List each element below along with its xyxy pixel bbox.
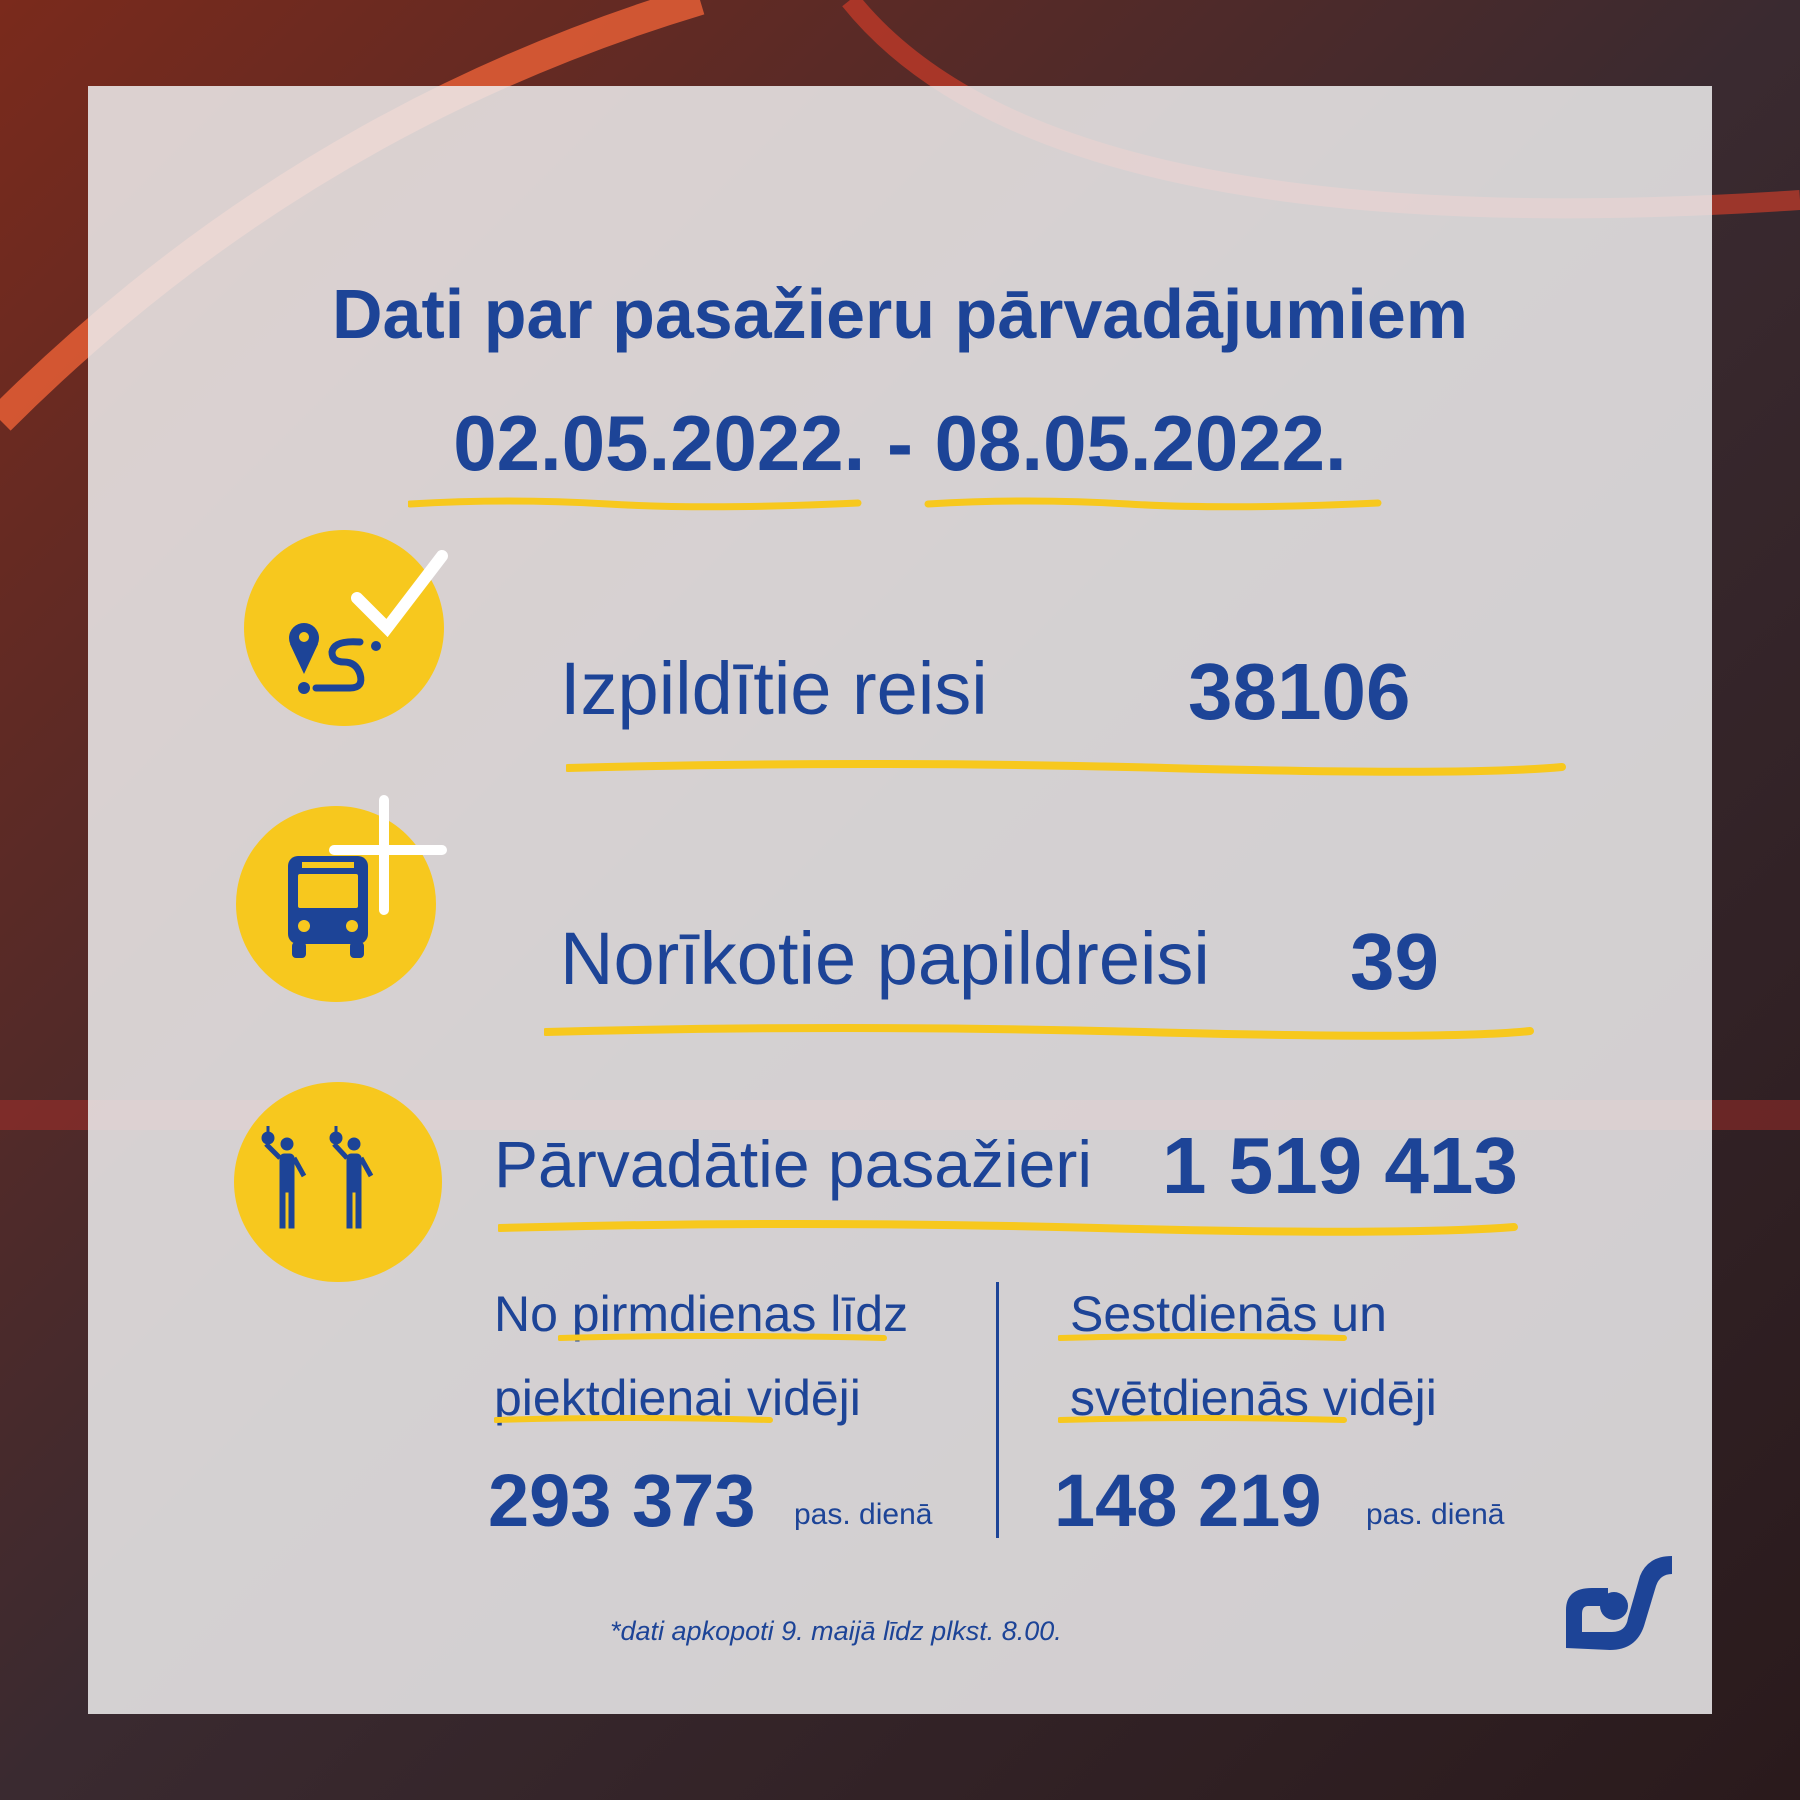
stat-label-trips: Izpildītie reisi bbox=[560, 647, 988, 730]
weekday-line2: piektdienai vidēji bbox=[494, 1370, 861, 1426]
stat-label-extra-trips: Norīkotie papildreisi bbox=[560, 917, 1210, 1000]
weekend-line1: Sestdienās un bbox=[1070, 1286, 1387, 1342]
route-check-icon bbox=[232, 516, 472, 736]
passengers-icon bbox=[228, 1072, 458, 1292]
column-divider bbox=[996, 1282, 999, 1538]
weekend-underline-1 bbox=[1058, 1332, 1348, 1344]
weekday-underline-1 bbox=[558, 1332, 888, 1344]
stat-value-trips: 38106 bbox=[1188, 647, 1411, 736]
weekend-value: 148 219 bbox=[1054, 1459, 1322, 1542]
stat-label-passengers: Pārvadātie pasažieri bbox=[494, 1127, 1092, 1201]
date-from: 02.05.2022. bbox=[453, 399, 866, 487]
page-title: Dati par pasažieru pārvadājumiem bbox=[332, 275, 1468, 353]
weekday-unit: pas. dienā bbox=[794, 1498, 933, 1531]
footnote: *dati apkopoti 9. maijā līdz plkst. 8.00. bbox=[610, 1616, 1062, 1646]
info-card bbox=[88, 86, 1712, 1714]
stat-value-extra-trips: 39 bbox=[1350, 917, 1439, 1006]
bus-plus-icon bbox=[224, 790, 474, 1010]
stat-value-passengers: 1 519 413 bbox=[1162, 1121, 1518, 1210]
date-range bbox=[88, 398, 1712, 489]
weekday-value: 293 373 bbox=[488, 1459, 756, 1542]
date-separator: - bbox=[887, 399, 913, 487]
passengers-underline bbox=[498, 1216, 1518, 1238]
trips-underline bbox=[566, 756, 1566, 778]
weekend-unit: pas. dienā bbox=[1366, 1498, 1505, 1531]
weekend-line2: svētdienās vidēji bbox=[1070, 1370, 1437, 1426]
date-to: 08.05.2022. bbox=[934, 399, 1347, 487]
weekday-line1: No pirmdienas līdz bbox=[494, 1286, 909, 1342]
weekday-underline-2 bbox=[494, 1414, 774, 1426]
date-underline bbox=[408, 494, 1388, 514]
weekend-underline-2 bbox=[1058, 1414, 1348, 1426]
rs-logo-icon bbox=[1548, 1548, 1678, 1658]
extra-trips-underline bbox=[544, 1020, 1534, 1042]
